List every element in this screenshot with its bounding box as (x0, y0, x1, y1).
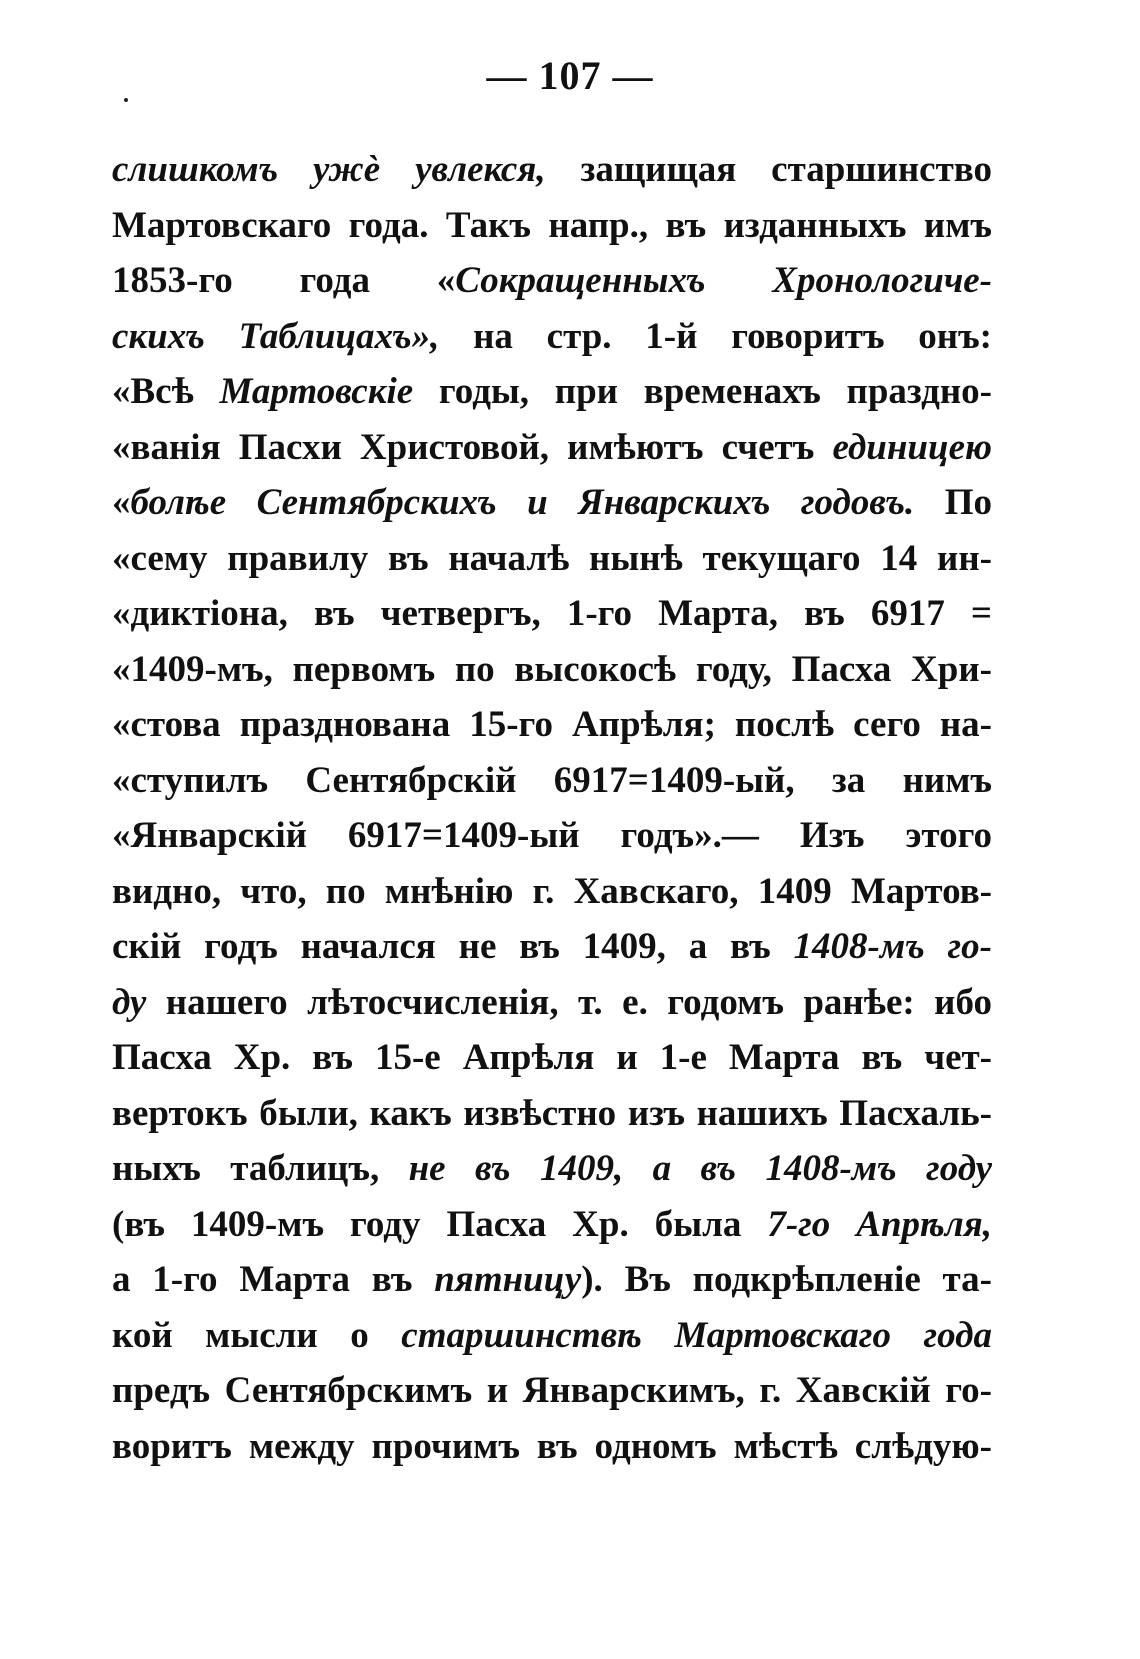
text-run: на стр. 1-й говоритъ онъ: (439, 315, 992, 357)
text-run: видно, что, по мнѣнію г. Хавскаго, 1409 Мартов- (112, 870, 992, 912)
text-run: вертокъ были, какъ извѣстно изъ нашихъ Пасхаль- (112, 1092, 992, 1134)
text-run: «ступилъ Сентябрскій 6917=1409-ый, за нимъ (112, 759, 992, 801)
text-line (112, 1030, 992, 1086)
text-run: 1853-го года « (112, 260, 456, 301)
italic-text: скихъ Таблицахъ», (112, 315, 440, 357)
text-run: скій годъ начался не въ 1409, а въ (112, 926, 794, 967)
text-line (112, 586, 992, 642)
text-line (112, 975, 992, 1031)
text-line (112, 253, 992, 309)
italic-text: Сокращенныхъ Хронологиче- (455, 260, 992, 301)
italic-text: единицею (832, 426, 992, 468)
text-run: воритъ между прочимъ въ одномъ мѣстѣ слѣдую- (112, 1425, 992, 1467)
italic-text: ду (112, 981, 147, 1023)
text-run: защищая старшинство (545, 149, 992, 190)
text-line (112, 919, 992, 975)
text-line (112, 475, 992, 531)
text-line (112, 198, 992, 254)
text-line (112, 1419, 992, 1475)
text-line (112, 1086, 992, 1142)
text-run: «стова празднована 15-го Апрѣля; послѣ сего на- (112, 704, 992, 745)
text-line (112, 864, 992, 920)
text-line (112, 1252, 992, 1308)
text-run: нашего лѣтосчисленія, т. е. годомъ ранѣе: ибо (146, 981, 992, 1023)
text-line (112, 309, 992, 365)
italic-text: пятницу (434, 1259, 582, 1300)
italic-text: не въ 1409, а въ 1408-мъ году (408, 1148, 992, 1189)
italic-text: слишкомъ ужѐ увлекся, (112, 149, 546, 190)
italic-text: Мартовскiе (219, 371, 414, 412)
text-line (112, 531, 992, 587)
text-line (112, 364, 992, 420)
page-body-text (112, 142, 992, 1474)
text-run: « (112, 482, 131, 523)
text-line (112, 142, 992, 198)
text-line (112, 1197, 992, 1253)
text-run: предъ Сентябрскимъ и Январскимъ, г. Хавскій го- (112, 1370, 992, 1411)
text-run: «ванія Пасхи Христовой, имѣютъ счетъ (112, 426, 833, 468)
text-line (112, 753, 992, 809)
text-run: ныхъ таблицъ, (112, 1148, 409, 1189)
text-run: «1409-мъ, первомъ по высокосѣ году, Пасха Хри- (112, 648, 992, 690)
text-run: Мартовскаго года. Такъ напр., въ изданныхъ имъ (112, 204, 992, 246)
italic-text: старшинствѣ Мартовскаго года (401, 1314, 992, 1356)
text-run: ). Въ подкрѣпленіе та- (581, 1259, 992, 1300)
text-run: годы, при временахъ праздно- (413, 371, 992, 412)
text-run: «Всѣ (112, 371, 220, 412)
text-run: Пасха Хр. въ 15-е Апрѣля и 1-е Марта въ чет- (112, 1037, 992, 1078)
italic-text: 1408-мъ го- (793, 926, 992, 967)
text-run: «диктіона, въ четвергъ, 1-го Марта, въ 6917 = (112, 593, 992, 634)
text-run: По (914, 482, 992, 523)
text-run: а 1-го Марта въ (112, 1259, 435, 1300)
text-line (112, 420, 992, 476)
text-run: (въ 1409-мъ году Пасха Хр. была (112, 1203, 768, 1245)
text-line (112, 1363, 992, 1419)
text-line (112, 1308, 992, 1364)
page-number: — 107 — (486, 53, 654, 98)
italic-text: болѣе Сентябрскихъ и Январскихъ годовъ. (130, 482, 915, 523)
text-run: кой мысли о (112, 1314, 402, 1356)
print-speck (124, 98, 128, 102)
italic-text: 7-го Апрѣля, (767, 1203, 992, 1245)
text-line (112, 808, 992, 864)
text-line (112, 1141, 992, 1197)
text-line (112, 642, 992, 698)
text-run: «Январскій 6917=1409-ый годъ».— Изъ этого (112, 815, 992, 856)
text-line (112, 697, 992, 753)
text-run: «сему правилу въ началѣ нынѣ текущаго 14 ин- (112, 537, 992, 579)
